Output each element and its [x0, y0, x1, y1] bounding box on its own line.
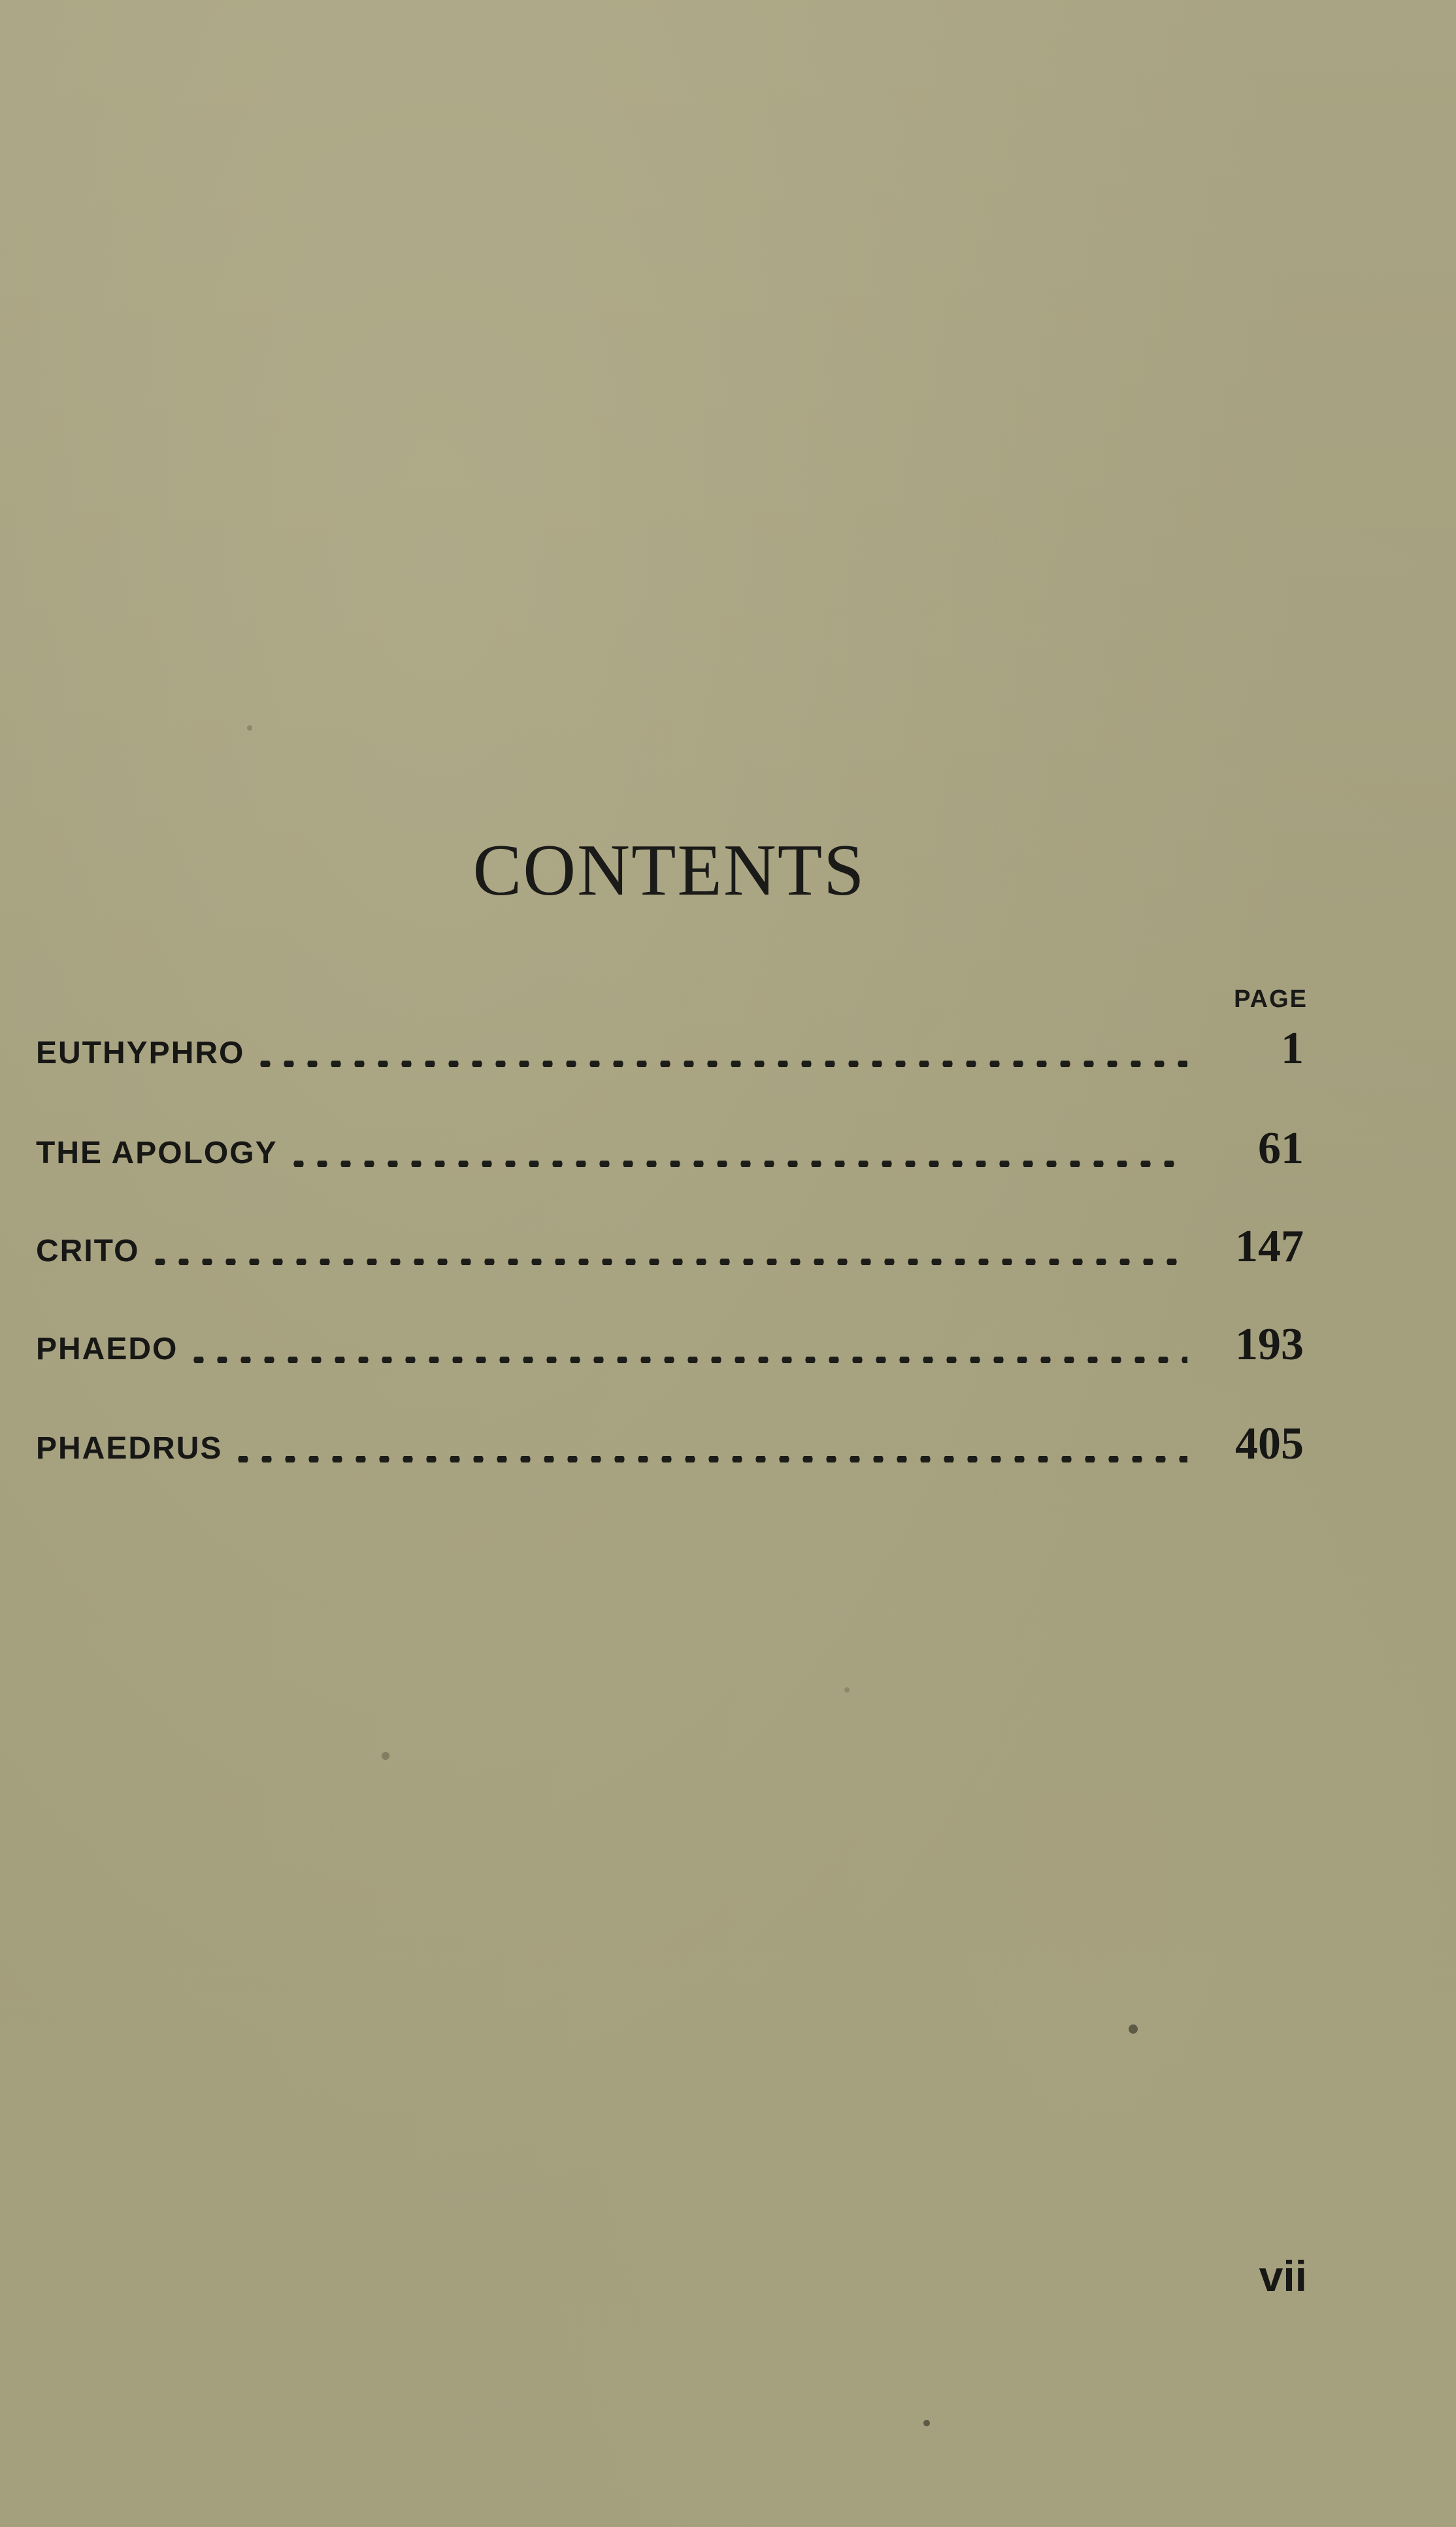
toc-entry [36, 1023, 1304, 1082]
toc-entry-page: 405 [1235, 1419, 1304, 1469]
page-folio: vii [1259, 2252, 1307, 2300]
dot-leader [254, 1061, 1187, 1067]
dot-leader [231, 1456, 1187, 1462]
toc-entry-title: PHAEDO [36, 1332, 178, 1366]
contents-heading: CONTENTS [472, 830, 866, 911]
paper-speck [382, 1752, 389, 1760]
toc-entry-title: THE APOLOGY [36, 1136, 278, 1170]
dot-leader [287, 1161, 1187, 1167]
dot-leader [148, 1259, 1187, 1265]
paper-speck [1129, 2024, 1138, 2034]
dot-leader [187, 1357, 1187, 1363]
toc-entry-title: CRITO [36, 1234, 140, 1268]
toc-entry [36, 1221, 1304, 1280]
toc-entry-page: 61 [1258, 1123, 1304, 1174]
toc-entry [36, 1418, 1304, 1477]
toc-entry-title: PHAEDRUS [36, 1431, 223, 1466]
toc-entry-title: EUTHYPHRO [36, 1036, 245, 1070]
paper-speck [247, 725, 252, 731]
toc-entry [36, 1319, 1304, 1378]
paper-speck [923, 2420, 930, 2426]
page-column-label: PAGE [1234, 985, 1308, 1013]
toc-entry-page: 1 [1281, 1023, 1304, 1074]
toc-entry-page: 193 [1235, 1319, 1304, 1370]
toc-entry [36, 1123, 1304, 1181]
paper-speck [844, 1687, 850, 1693]
toc-entry-page: 147 [1235, 1221, 1304, 1272]
